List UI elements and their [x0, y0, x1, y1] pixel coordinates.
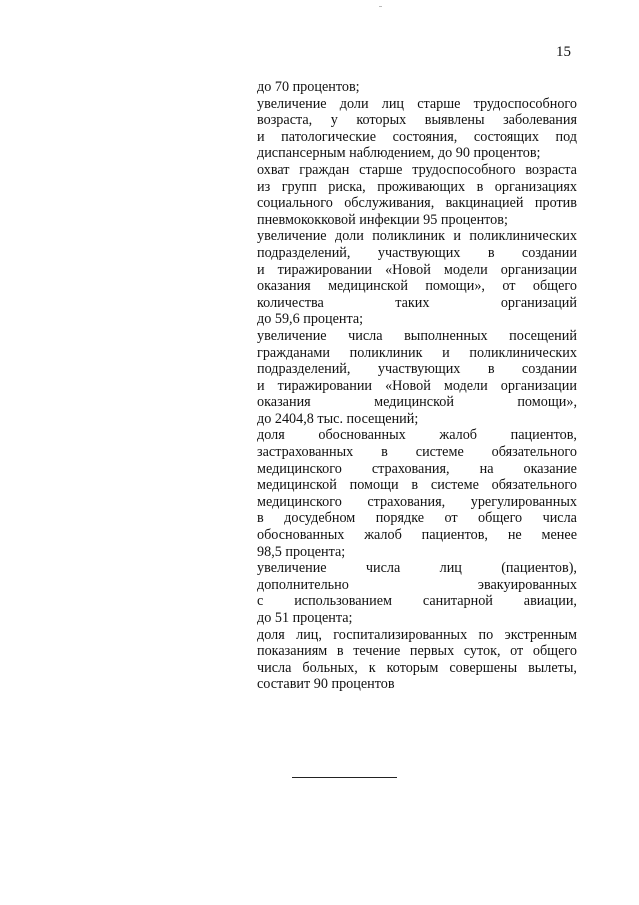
text-line: охват граждан старше трудоспособного возраста — [257, 161, 577, 178]
text-line: в досудебном порядке от общего числа — [257, 510, 577, 527]
text-line: оказания медицинской помощи», от общего — [257, 278, 577, 295]
text-line: медицинского страхования, урегулированных — [257, 493, 577, 510]
text-line: из групп риска, проживающих в организациях — [257, 178, 577, 195]
text-line: гражданами поликлиник и поликлинических — [257, 344, 577, 361]
text-line: увеличение числа выполненных посещений — [257, 327, 577, 344]
text-line: и тиражировании «Новой модели организации — [257, 261, 577, 278]
text-line: обоснованных жалоб пациентов, не менее — [257, 527, 577, 544]
text-line: до 2404,8 тыс. посещений; — [257, 410, 419, 427]
text-line: увеличение числа лиц (пациентов), — [257, 560, 577, 577]
document-body — [257, 79, 577, 693]
text-line: диспансерным наблюдением, до 90 процентов; — [257, 145, 541, 162]
text-line: увеличение доли лиц старше трудоспособного — [257, 95, 577, 112]
text-line: числа больных, к которым совершены вылеты, — [257, 659, 577, 676]
text-line: показаниям в течение первых суток, от общего — [257, 643, 577, 660]
text-line: пневмококковой инфекции 95 процентов; — [257, 211, 508, 228]
text-line: до 51 процента; — [257, 610, 353, 626]
text-line: медицинского страхования, на оказание — [257, 460, 577, 477]
text-line: доля обоснованных жалоб пациентов, — [257, 427, 577, 444]
end-separator-line — [292, 777, 397, 778]
text-line: дополнительно эвакуированных — [257, 576, 577, 593]
scan-mark — [379, 6, 382, 7]
text-line: медицинской помощи в системе обязательного — [257, 477, 577, 494]
text-line: составит 90 процентов — [257, 676, 395, 693]
text-line: оказания медицинской помощи», — [257, 394, 577, 411]
text-line: доля лиц, госпитализированных по экстренным — [257, 626, 577, 643]
text-line: увеличение доли поликлиник и поликлинических — [257, 228, 577, 245]
page-number: 15 — [556, 44, 571, 60]
text-line: и тиражировании «Новой модели организации — [257, 377, 577, 394]
text-line: застрахованных в системе обязательного — [257, 444, 577, 461]
text-line: количества таких организаций — [257, 294, 577, 311]
text-line: до 59,6 процента; — [257, 311, 364, 328]
text-line: подразделений, участвующих в создании — [257, 361, 577, 378]
text-line: социального обслуживания, вакцинацией против — [257, 195, 577, 212]
text-line: до 70 процентов; — [257, 79, 360, 95]
text-line: возраста, у которых выявлены заболевания — [257, 112, 577, 129]
text-line: подразделений, участвующих в создании — [257, 244, 577, 261]
text-line: 98,5 процента; — [257, 543, 346, 560]
text-line: и патологические состояния, состоящих под — [257, 128, 577, 145]
text-line: с использованием санитарной авиации, — [257, 593, 577, 610]
